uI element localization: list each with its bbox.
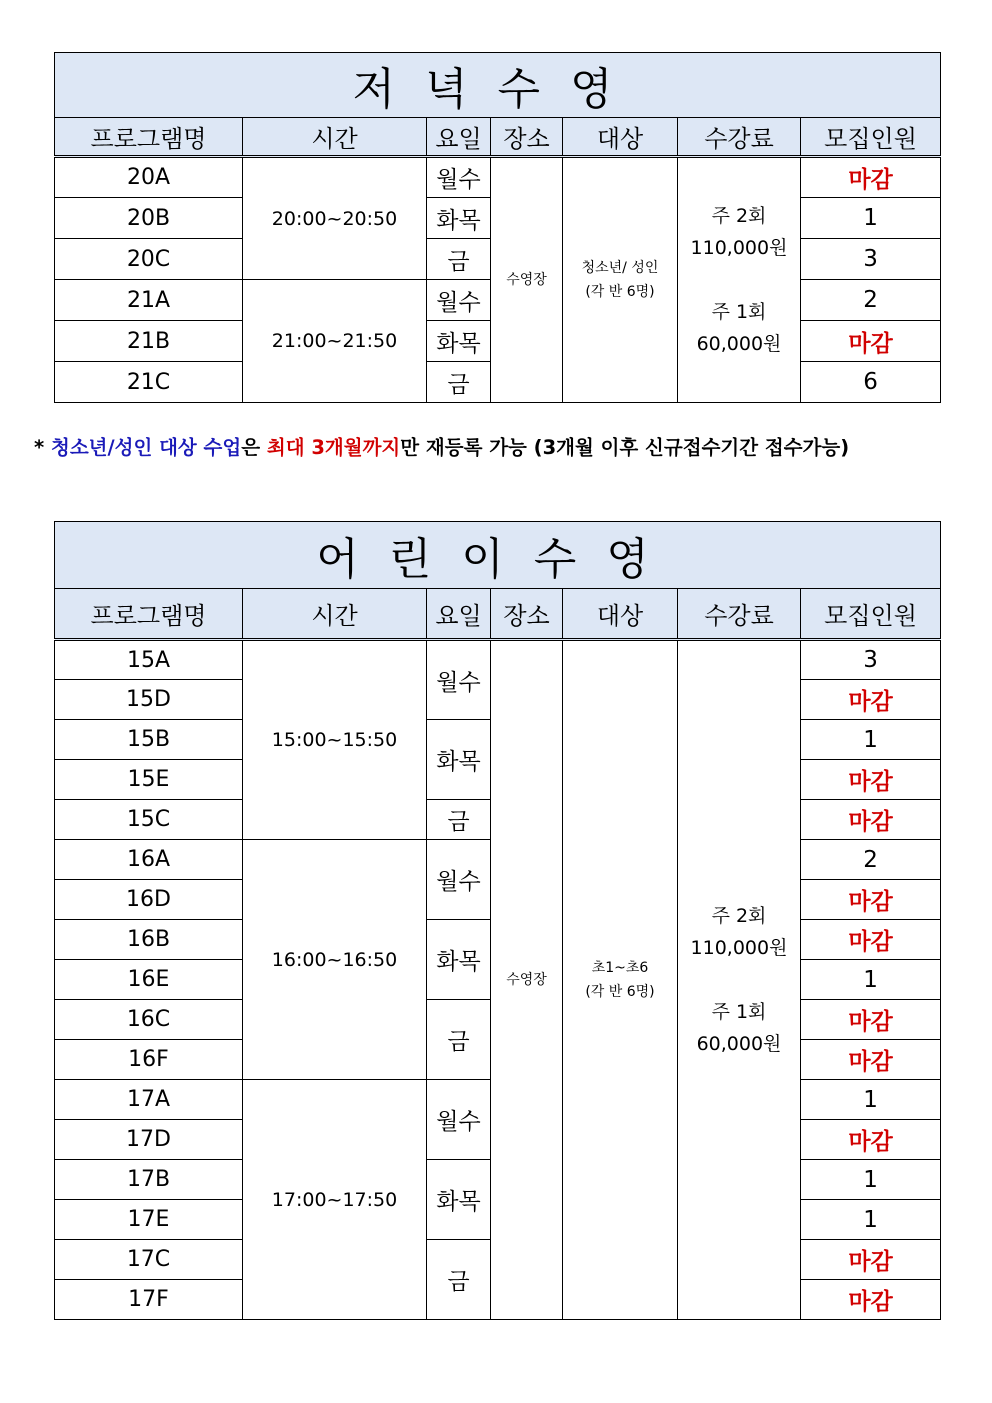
capacity-cell: 1	[801, 1200, 941, 1240]
program-code: 21C	[55, 362, 243, 403]
program-code: 20C	[55, 239, 243, 280]
header-place: 장소	[491, 589, 563, 640]
program-code: 15D	[55, 680, 243, 720]
capacity-cell: 마감	[801, 1120, 941, 1160]
kids-title: 어린이수영	[55, 522, 941, 589]
class-day: 월수	[427, 280, 491, 321]
capacity-cell: 마감	[801, 920, 941, 960]
target	[563, 157, 678, 403]
fee-line-4: 60,000원	[696, 333, 782, 355]
note-rest: 만 재등록 가능 (3개월 이후 신규접수기간 접수가능)	[400, 436, 850, 459]
fee-line-3: 주 1회	[711, 301, 767, 323]
program-code: 15A	[55, 640, 243, 680]
capacity-cell: 1	[801, 720, 941, 760]
reregistration-note	[34, 432, 849, 460]
program-code: 17B	[55, 1160, 243, 1200]
class-day: 금	[427, 800, 491, 840]
class-day: 금	[427, 1240, 491, 1320]
class-day: 화목	[427, 1160, 491, 1240]
capacity-cell: 1	[801, 1080, 941, 1120]
class-day: 월수	[427, 840, 491, 920]
class-day: 화목	[427, 321, 491, 362]
target-line-1: 초1~초6	[591, 960, 649, 976]
capacity-cell: 3	[801, 640, 941, 680]
header-fee: 수강료	[678, 589, 801, 640]
class-day: 금	[427, 239, 491, 280]
capacity-cell: 마감	[801, 157, 941, 198]
capacity-cell: 마감	[801, 1280, 941, 1320]
fee	[678, 640, 801, 1320]
class-day: 월수	[427, 640, 491, 720]
table-row	[55, 157, 941, 198]
capacity-cell: 마감	[801, 321, 941, 362]
class-time: 21:00~21:50	[243, 280, 427, 403]
target-line-2: (각 반 6명)	[585, 984, 655, 1000]
header-target: 대상	[563, 589, 678, 640]
class-day: 월수	[427, 157, 491, 198]
header-program: 프로그램명	[55, 118, 243, 157]
program-code: 16A	[55, 840, 243, 880]
program-code: 16B	[55, 920, 243, 960]
class-day: 금	[427, 1000, 491, 1080]
header-day: 요일	[427, 589, 491, 640]
fee-line-1: 주 2회	[711, 905, 767, 927]
capacity-cell: 마감	[801, 800, 941, 840]
capacity-cell: 마감	[801, 880, 941, 920]
evening-swim-table	[54, 52, 941, 403]
program-code: 15B	[55, 720, 243, 760]
kids-swim-table	[54, 521, 941, 1320]
place: 수영장	[491, 157, 563, 403]
program-code: 16E	[55, 960, 243, 1000]
capacity-cell: 6	[801, 362, 941, 403]
header-capacity: 모집인원	[801, 589, 941, 640]
fee-line-2: 110,000원	[690, 937, 788, 959]
capacity-cell: 2	[801, 840, 941, 880]
header-time: 시간	[243, 589, 427, 640]
target-line-2: (각 반 6명)	[585, 284, 655, 300]
class-day: 화목	[427, 920, 491, 1000]
program-code: 17A	[55, 1080, 243, 1120]
target	[563, 640, 678, 1320]
program-code: 20B	[55, 198, 243, 239]
evening-title: 저녁수영	[55, 53, 941, 118]
note-target-classes: 청소년/성인 대상 수업	[51, 436, 242, 459]
program-code: 21A	[55, 280, 243, 321]
class-day: 화목	[427, 198, 491, 239]
program-code: 20A	[55, 157, 243, 198]
program-code: 17F	[55, 1280, 243, 1320]
program-code: 16D	[55, 880, 243, 920]
table-row	[55, 640, 941, 680]
capacity-cell: 마감	[801, 1040, 941, 1080]
fee-line-1: 주 2회	[711, 205, 767, 227]
note-max-period: 최대 3개월까지	[266, 436, 401, 459]
class-time: 16:00~16:50	[243, 840, 427, 1080]
capacity-cell: 1	[801, 198, 941, 239]
fee-line-2: 110,000원	[690, 237, 788, 259]
capacity-cell: 마감	[801, 1240, 941, 1280]
program-code: 16F	[55, 1040, 243, 1080]
program-code: 21B	[55, 321, 243, 362]
class-day: 금	[427, 362, 491, 403]
class-day: 화목	[427, 720, 491, 800]
fee	[678, 157, 801, 403]
capacity-cell: 2	[801, 280, 941, 321]
class-time: 20:00~20:50	[243, 157, 427, 280]
program-code: 16C	[55, 1000, 243, 1040]
capacity-cell: 1	[801, 960, 941, 1000]
note-asterisk: *	[34, 436, 45, 459]
class-day: 월수	[427, 1080, 491, 1160]
program-code: 17D	[55, 1120, 243, 1160]
header-capacity: 모집인원	[801, 118, 941, 157]
capacity-cell: 마감	[801, 1000, 941, 1040]
header-target: 대상	[563, 118, 678, 157]
target-line-1: 청소년/ 성인	[581, 260, 659, 276]
class-time: 17:00~17:50	[243, 1080, 427, 1320]
capacity-cell: 마감	[801, 760, 941, 800]
fee-line-3: 주 1회	[711, 1001, 767, 1023]
program-code: 17E	[55, 1200, 243, 1240]
program-code: 15E	[55, 760, 243, 800]
header-program: 프로그램명	[55, 589, 243, 640]
capacity-cell: 마감	[801, 680, 941, 720]
header-day: 요일	[427, 118, 491, 157]
header-place: 장소	[491, 118, 563, 157]
program-code: 15C	[55, 800, 243, 840]
program-code: 17C	[55, 1240, 243, 1280]
place: 수영장	[491, 640, 563, 1320]
capacity-cell: 3	[801, 239, 941, 280]
fee-line-4: 60,000원	[696, 1033, 782, 1055]
header-time: 시간	[243, 118, 427, 157]
capacity-cell: 1	[801, 1160, 941, 1200]
class-time: 15:00~15:50	[243, 640, 427, 840]
header-fee: 수강료	[678, 118, 801, 157]
note-particle: 은	[241, 436, 267, 459]
